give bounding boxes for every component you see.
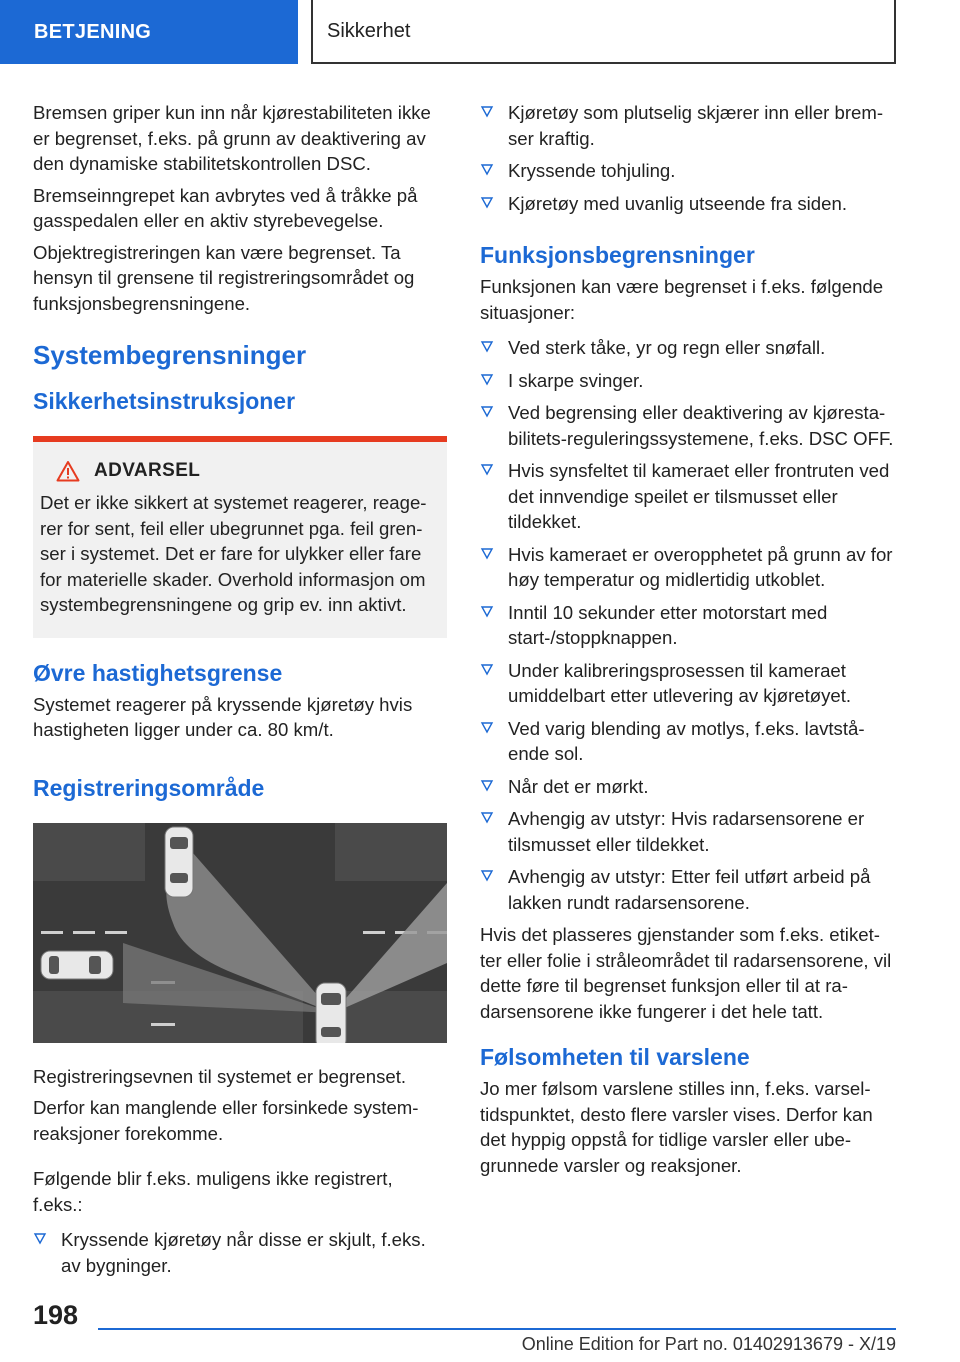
triangle-bullet-icon — [480, 196, 494, 210]
triangle-bullet-icon — [33, 1232, 47, 1246]
car-top-icon — [165, 827, 193, 897]
function-intro: Funksjonen kan være begrenset i f.eks. følgende situasjoner: — [480, 276, 884, 323]
warning-triangle-icon — [56, 460, 80, 482]
triangle-bullet-icon — [480, 340, 494, 354]
list-item: I skarpe svinger. — [480, 368, 896, 394]
heading-system-limits: Systembegrensninger — [33, 340, 307, 370]
triangle-bullet-icon — [480, 105, 494, 119]
right-column — [480, 100, 896, 1184]
intro-paragraph: Bremsen griper kun inn når kjørestabiliteten ikke er begrenset, f.eks. på grunn av deaktivering av den dynamiske stabilitetskontrollen DSC. — [33, 102, 431, 174]
warning-title — [56, 460, 439, 482]
page-number: 198 — [33, 1300, 79, 1330]
function-limits-list — [480, 335, 896, 915]
triangle-bullet-icon — [480, 405, 494, 419]
triangle-bullet-icon — [480, 663, 494, 677]
own-vehicle-icon — [316, 983, 346, 1043]
heading-warning-sensitivity: Følsomheten til varslene — [480, 1044, 750, 1070]
triangle-bullet-icon — [480, 373, 494, 387]
subsection-header: Sikkerhet — [311, 0, 896, 64]
car-left-icon — [41, 951, 113, 979]
triangle-bullet-icon — [480, 779, 494, 793]
list-item: Hvis kameraet er overopphetet på grunn av for høy temperatur og midlertidig utkoblet. — [480, 542, 896, 593]
examples-list-left — [33, 1227, 447, 1278]
list-item: Inntil 10 sekunder etter motorstart med start-/stoppknappen. — [480, 600, 896, 651]
footer-edition: Online Edition for Part no. 01402913679 - X/19 — [521, 1334, 896, 1354]
list-item: Avhengig av utstyr: Etter feil utført arbeid på lakken rundt radarsensorene. — [480, 864, 896, 915]
list-item: Kjøretøy som plutselig skjærer inn eller brem-ser kraftig. — [480, 100, 896, 151]
heading-safety-instructions: Sikkerhetsinstruksjoner — [33, 388, 296, 414]
list-item: Når det er mørkt. — [480, 774, 896, 800]
warning-label: ADVARSEL — [94, 460, 201, 481]
list-item: Ved sterk tåke, yr og regn eller snøfall. — [480, 335, 896, 361]
speed-text: Systemet reagerer på kryssende kjøretøy hvis hastigheten ligger under ca. 80 km/t. — [33, 693, 413, 740]
triangle-bullet-icon — [480, 463, 494, 477]
examples-list-right — [480, 100, 896, 216]
triangle-bullet-icon — [480, 869, 494, 883]
heading-speed-limit: Øvre hastighetsgrense — [33, 659, 283, 686]
intro-paragraph: Objektregistreringen kan være begrenset. Ta hensyn til grensene til registreringsområdet og funksjonsbegrensningene. — [33, 241, 415, 314]
sensitivity-text: Jo mer følsom varslene stilles inn, f.eks. varsel-tidspunktet, desto flere varsler vises. Derfor kan det hyppig oppstå for tidlige varsler eller ube-grunnede varsler og reaksjoner. — [480, 1078, 873, 1176]
function-outro: Hvis det plasseres gjenstander som f.eks. etiket-ter eller folie i stråleområdet til radarsensorene, vil dette føre til begrenset funksjon eller til at ra-darsensorene ikke fungerer i det hele tatt. — [480, 924, 892, 1022]
triangle-bullet-icon — [480, 605, 494, 619]
list-item: Kryssende tohjuling. — [480, 158, 896, 184]
section-header: BETJENING — [0, 0, 298, 64]
left-column — [33, 100, 447, 1285]
after-figure-paragraph: Registreringsevnen til systemet er begrenset. — [33, 1065, 407, 1087]
triangle-bullet-icon — [480, 811, 494, 825]
detection-area-illustration — [33, 823, 447, 1043]
heading-detection-area: Registreringsområde — [33, 774, 265, 801]
heading-function-limits: Funksjonsbegrensninger — [480, 242, 755, 268]
warning-box — [33, 436, 447, 638]
examples-intro: Følgende blir f.eks. muligens ikke registrert, f.eks.: — [33, 1168, 393, 1215]
list-item: Ved varig blending av motlys, f.eks. lavtstå-ende sol. — [480, 716, 896, 767]
triangle-bullet-icon — [480, 163, 494, 177]
triangle-bullet-icon — [480, 547, 494, 561]
triangle-bullet-icon — [480, 721, 494, 735]
after-figure-paragraph: Derfor kan manglende eller forsinkede system-reaksjoner forekomme. — [33, 1097, 419, 1144]
list-item: Kryssende kjøretøy når disse er skjult, f.eks. av bygninger. — [33, 1227, 447, 1278]
warning-text: Det er ikke sikkert at systemet reagerer, reage-rer for sent, feil eller ubegrunnet pga. feil gren-ser i systemet. Det er fare for ulykker eller fare for materielle skader. Overhold informasjon om systembegrensningene og grip ev. inn aktivt. — [40, 492, 427, 615]
list-item: Avhengig av utstyr: Hvis radarsensorene er tilsmusset eller tildekket. — [480, 806, 896, 857]
list-item: Under kalibreringsprosessen til kameraet umiddelbart etter utlevering av kjøretøyet. — [480, 658, 896, 709]
list-item: Ved begrensing eller deaktivering av kjøresta-bilitets-reguleringssystemene, f.eks. DSC OFF. — [480, 400, 896, 451]
list-item: Kjøretøy med uvanlig utseende fra siden. — [480, 191, 896, 217]
intro-paragraph: Bremseinngrepet kan avbrytes ved å tråkke på gasspedalen eller en aktiv styrebevegelse. — [33, 184, 418, 231]
footer-divider — [98, 1328, 896, 1330]
list-item: Hvis synsfeltet til kameraet eller frontruten ved det innvendige speilet er tilsmusset eller tildekket. — [480, 458, 896, 535]
